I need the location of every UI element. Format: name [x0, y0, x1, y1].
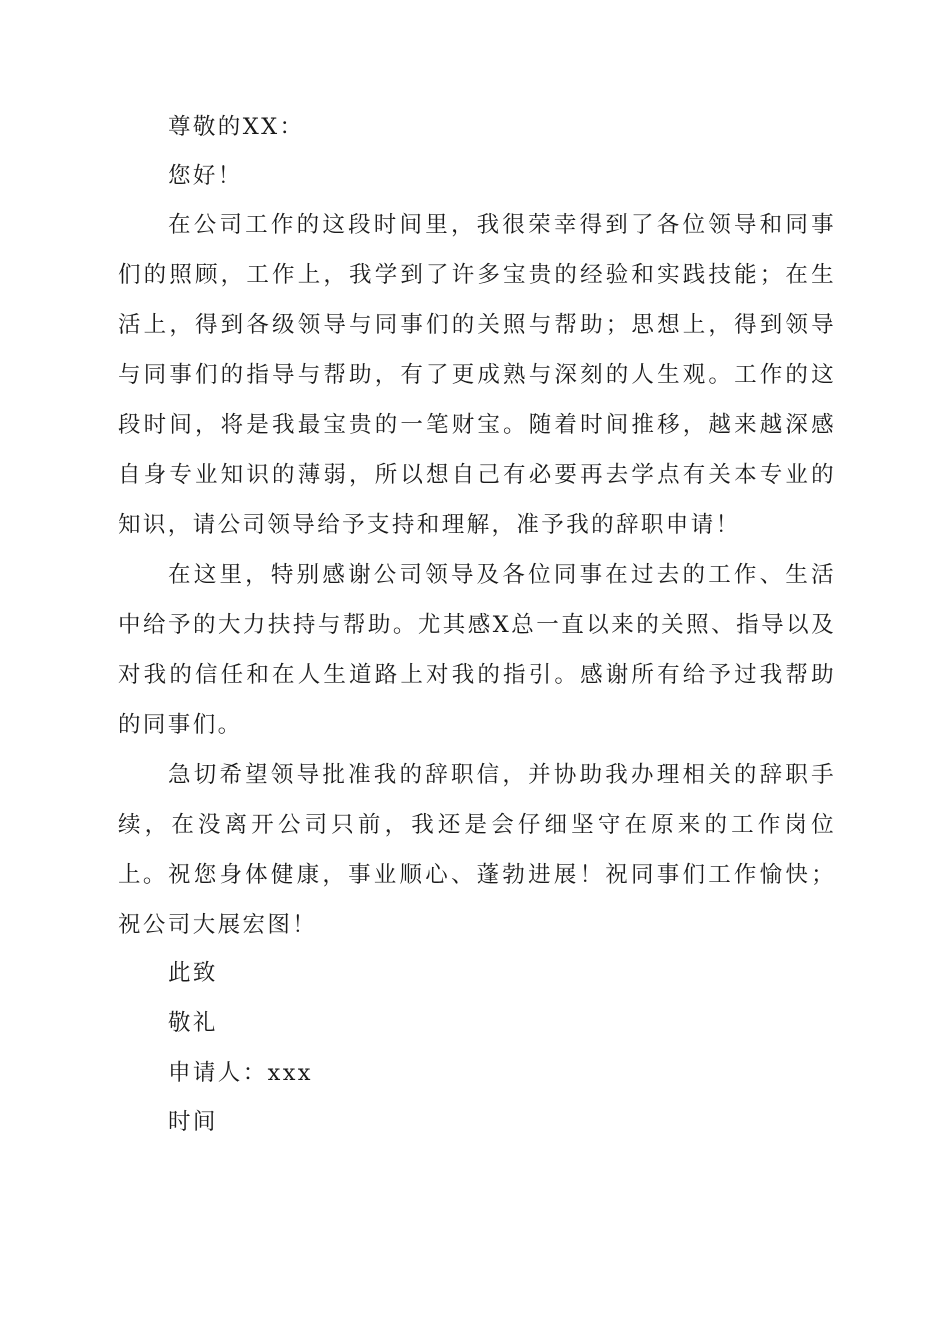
body-paragraph-2: 在这里，特别感谢公司领导及各位同事在过去的工作、生活中给予的大力扶持与帮助。尤其感X总一直以来的关照、指导以及对我的信任和在人生道路上对我的指引。感谢所有给予过我帮助的同事们。: [118, 562, 836, 738]
body-paragraph-3: 急切希望领导批准我的辞职信，并协助我办理相关的辞职手续，在没离开公司只前，我还是会仔细坚守在原来的工作岗位上。: [118, 762, 836, 888]
greeting: 您好！: [168, 163, 243, 189]
body-paragraph-4: 祝您身体健康，事业顺心、蓬勃进展！祝同事们工作愉快；祝公司大展宏图！: [118, 862, 836, 938]
closing-line-2: 敬礼: [168, 1010, 218, 1036]
closing-line-1: 此致: [168, 960, 218, 986]
salutation: 尊敬的XX：: [168, 114, 305, 140]
applicant-signature: 申请人：xxx: [168, 1060, 313, 1086]
date-label: 时间: [168, 1109, 218, 1135]
body-paragraph-1: 在公司工作的这段时间里，我很荣幸得到了各位领导和同事们的照顾，工作上，我学到了许多宝贵的经验和实践技能；在生活上，得到各级领导与同事们的关照与帮助；思想上，得到领导与同事们的指导与帮助，有了更成熟与深刻的人生观。工作的这段时间，将是我最宝贵的一笔财宝。随着时间推移，越来越深感自身专业知识的薄弱，所以想自己有必要再去学点有关本专业的知识，请公司领导给予支持和理解，准予我的辞职申请！: [118, 212, 836, 538]
